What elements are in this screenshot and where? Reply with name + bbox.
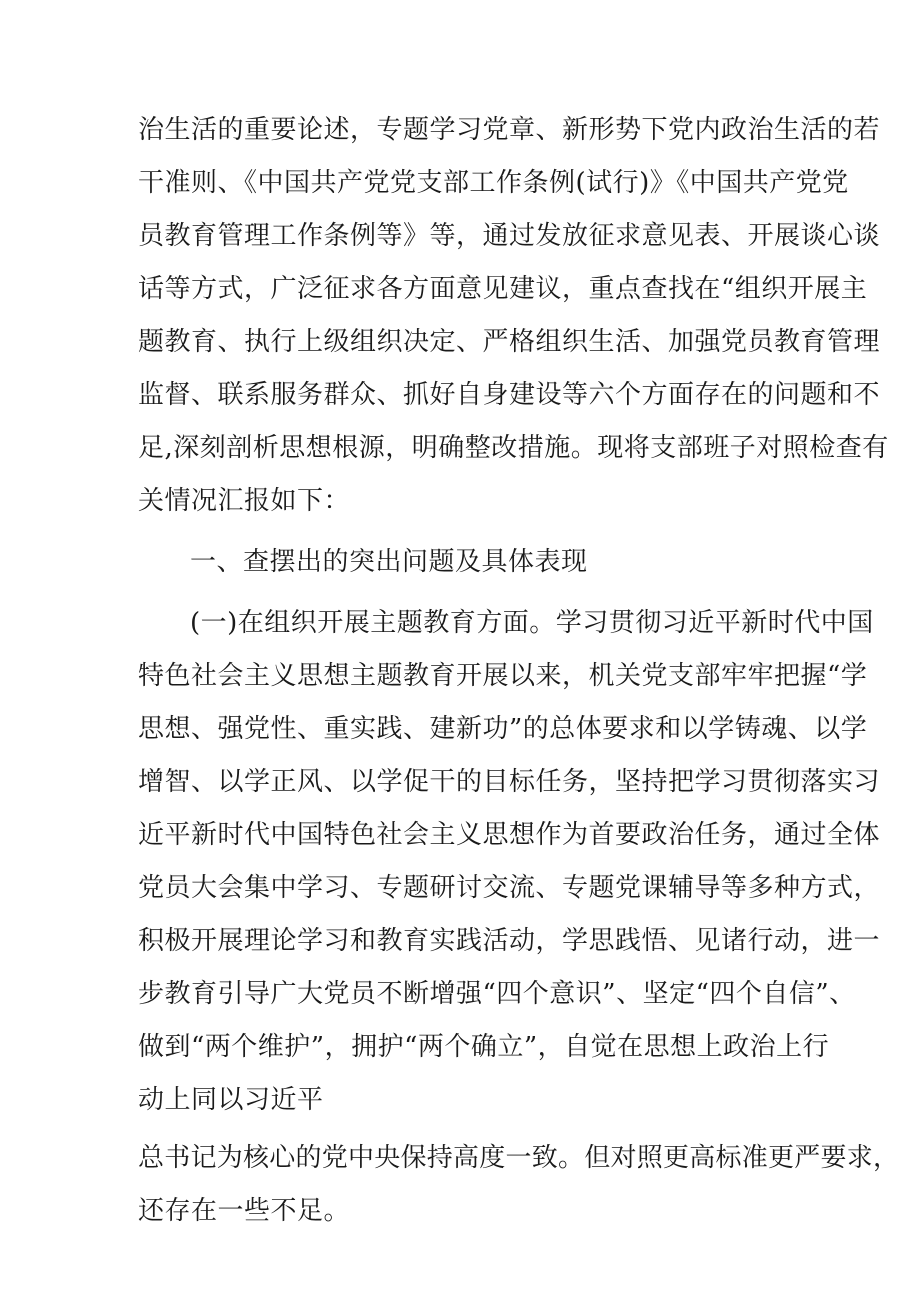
subsection-line-8: 步教育引导广大党员不断增强“四个意识”、坚定“四个自信”、 — [138, 979, 856, 1009]
subsection-line-1: (一)在组织开展主题教育方面。学习贯彻习近平新时代中国 — [190, 608, 874, 638]
intro-line-3: 员教育管理工作条例等》等，通过发放征求意见表、开展谈心谈 — [138, 221, 881, 251]
subsection-line-6: 党员大会集中学习、专题研讨交流、专题党课辅导等多种方式， — [138, 873, 881, 903]
intro-line-6: 监督、联系服务群众、抓好自身建设等六个方面存在的问题和不 — [138, 380, 881, 410]
subsection-line-5: 近平新时代中国特色社会主义思想作为首要政治任务，通过全体 — [138, 820, 881, 850]
subsection-line-7: 积极开展理论学习和教育实践活动，学思践悟、见诸行动，进一 — [138, 926, 881, 956]
closing-line-2: 还存在一些不足。 — [138, 1196, 351, 1226]
subsection-line-3: 思想、强党性、重实践、建新功”的总体要求和以学铸魂、以学 — [138, 714, 868, 744]
intro-line-7: 足,深刻剖析思想根源，明确整改措施。现将支部班子对照检查有 — [138, 433, 889, 463]
intro-line-2: 干准则、《中国共产党党支部工作条例(试行)》《中国共产党党 — [138, 168, 849, 198]
closing-line-1: 总书记为核心的党中央保持高度一致。但对照更高标准更严要求， — [138, 1143, 900, 1173]
intro-line-8: 关情况汇报如下： — [138, 486, 351, 516]
subsection-line-10: 动上同以习近平 — [138, 1085, 324, 1115]
subsection-line-2: 特色社会主义思想主题教育开展以来，机关党支部牢牢把握“学 — [138, 661, 868, 691]
section-heading: 一、查摆出的突出问题及具体表现 — [190, 547, 588, 577]
intro-line-1: 治生活的重要论述，专题学习党章、新形势下党内政治生活的若 — [138, 115, 881, 145]
subsection-line-4: 增智、以学正风、以学促干的目标任务，坚持把学习贯彻落实习 — [138, 767, 881, 797]
intro-line-4: 话等方式，广泛征求各方面意见建议，重点查找在“组织开展主 — [138, 274, 868, 304]
subsection-line-9: 做到“两个维护”，拥护“两个确立”，自觉在思想上政治上行 — [138, 1032, 830, 1062]
intro-line-5: 题教育、执行上级组织决定、严格组织生活、加强党员教育管理 — [138, 327, 881, 357]
